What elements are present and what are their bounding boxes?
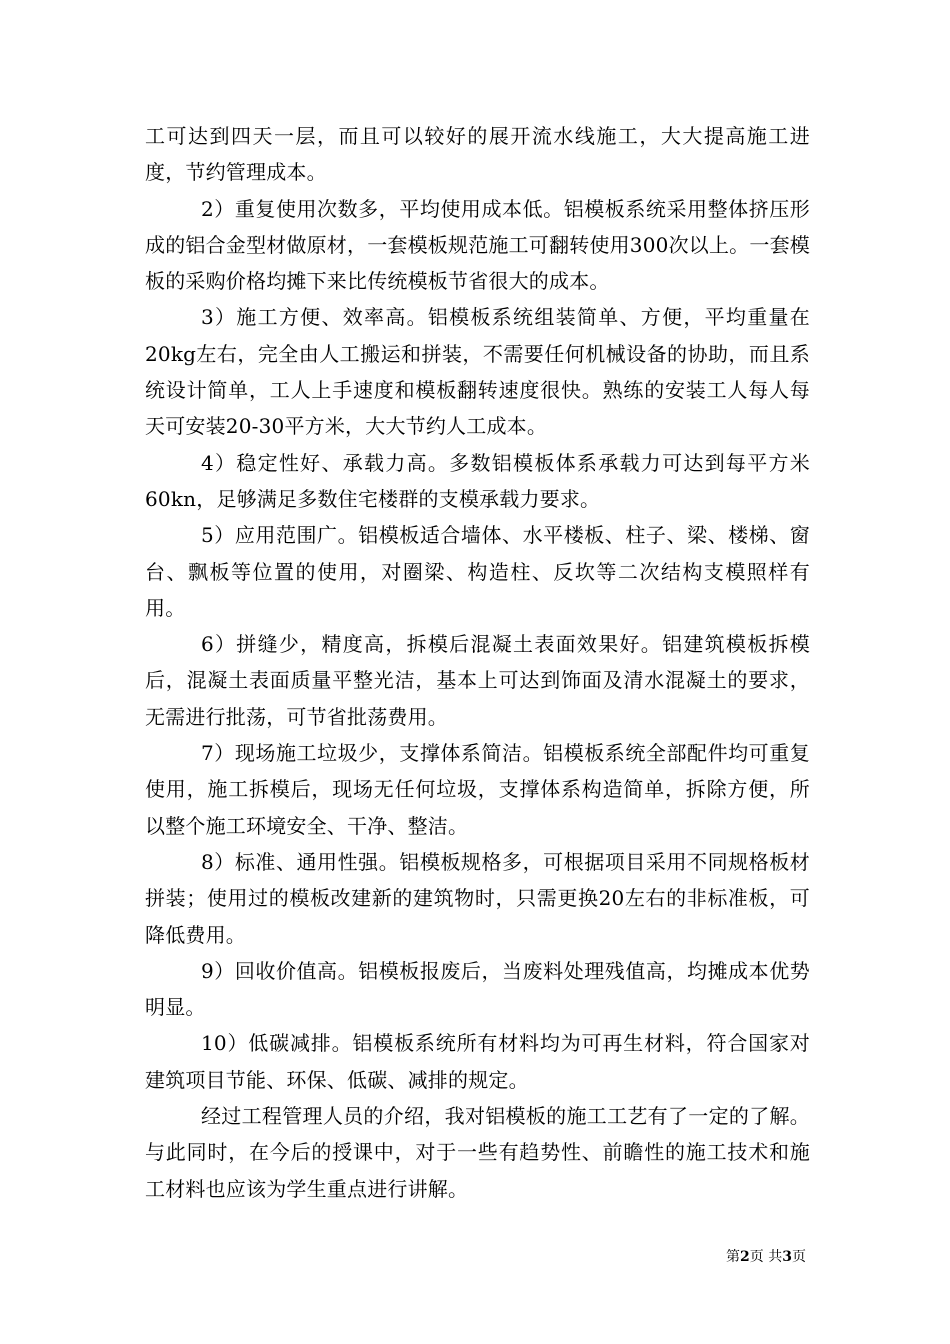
paragraph-point-3: 3）施工方便、效率高。铝模板系统组装简单、方便，平均重量在20kg左右，完全由人工搬运和拼装，不需要任何机械设备的协助，而且系统设计简单，工人上手速度和模板翻转速度很快。熟练的安装工人每人每天可安装20-30平方米，大大节约人工成本。 — [145, 305, 810, 439]
footer-total-pages: 3 — [782, 1249, 792, 1265]
page-number-footer — [726, 1248, 806, 1266]
paragraph-continuation: 工可达到四天一层，而且可以较好的展开流水线施工，大大提高施工进度，节约管理成本。 — [145, 124, 810, 185]
footer-prefix: 第 — [726, 1249, 741, 1265]
paragraph-conclusion: 经过工程管理人员的介绍，我对铝模板的施工工艺有了一定的了解。与此同时，在今后的授课中，对于一些有趋势性、前瞻性的施工技术和施工材料也应该为学生重点进行讲解。 — [145, 1104, 810, 1201]
paragraph-point-9: 9）回收价值高。铝模板报废后，当废料处理残值高，均摊成本优势明显。 — [145, 958, 810, 1020]
paragraph-point-5: 5）应用范围广。铝模板适合墙体、水平楼板、柱子、梁、楼梯、窗台、飘板等位置的使用，对圈梁、构造柱、反坎等二次结构支模照样有用。 — [145, 523, 810, 620]
footer-suffix: 页 — [792, 1249, 806, 1265]
document-body — [145, 118, 810, 1207]
footer-middle: 页 共 — [749, 1249, 783, 1265]
paragraph-point-2: 2）重复使用次数多，平均使用成本低。铝模板系统采用整体挤压形成的铝合金型材做原材，一套模板规范施工可翻转使用300次以上。一套模板的采购价格均摊下来比传统模板节省很大的成本。 — [145, 196, 810, 294]
paragraph-point-6: 6）拼缝少，精度高，拆模后混凝土表面效果好。铝建筑模板拆模后，混凝土表面质量平整光洁，基本上可达到饰面及清水混凝土的要求，无需进行批荡，可节省批荡费用。 — [145, 632, 810, 729]
paragraph-point-8: 8）标准、通用性强。铝模板规格多，可根据项目采用不同规格板材拼装；使用过的模板改建新的建筑物时，只需更换20左右的非标准板，可降低费用。 — [145, 849, 810, 947]
footer-current-page: 2 — [740, 1249, 750, 1265]
paragraph-point-4: 4）稳定性好、承载力高。多数铝模板体系承载力可达到每平方米60kn，足够满足多数住宅楼群的支模承载力要求。 — [145, 450, 810, 511]
paragraph-point-7: 7）现场施工垃圾少，支撑体系简洁。铝模板系统全部配件均可重复使用，施工拆模后，现场无任何垃圾，支撑体系构造简单，拆除方便，所以整个施工环境安全、干净、整洁。 — [145, 741, 810, 838]
paragraph-point-10: 10）低碳减排。铝模板系统所有材料均为可再生材料，符合国家对建筑项目节能、环保、低碳、减排的规定。 — [145, 1031, 810, 1092]
